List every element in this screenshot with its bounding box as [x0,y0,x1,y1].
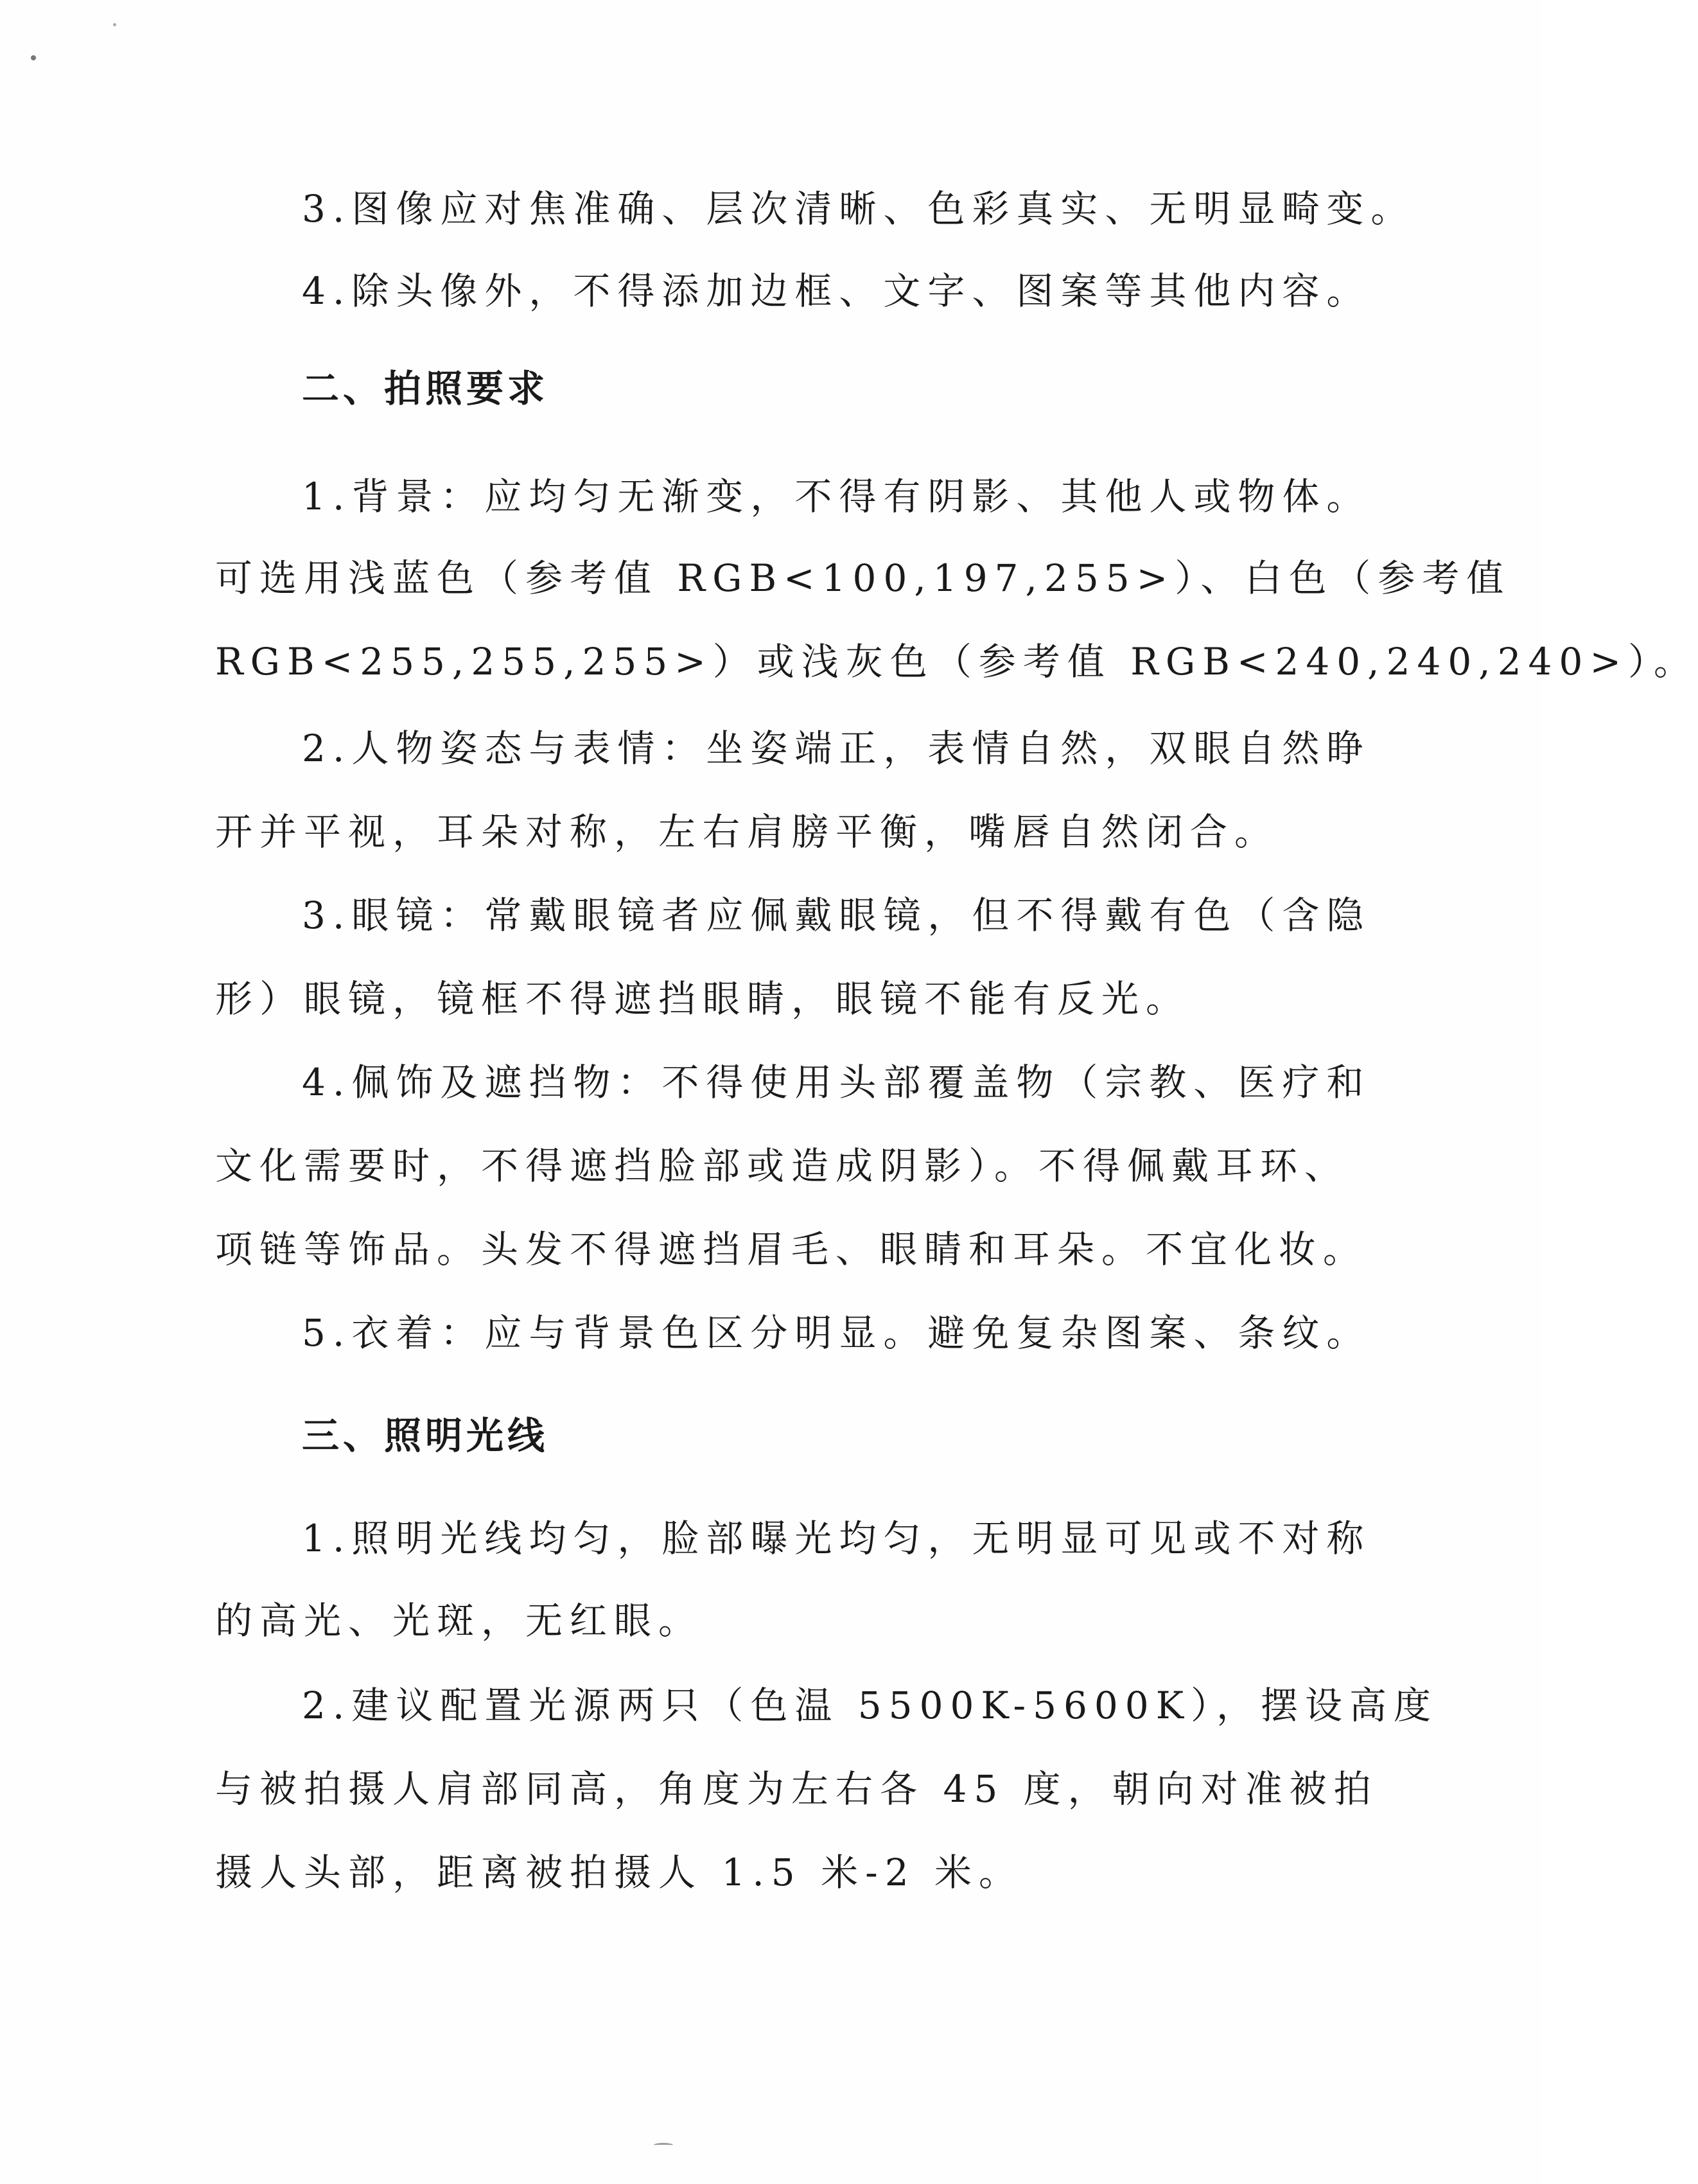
section-heading-lighting: 三、照明光线 [302,1414,549,1457]
scan-speck [113,23,116,26]
scan-speck [31,55,36,60]
paragraph-line: 4.除头像外，不得添加边框、文字、图案等其他内容。 [302,269,1371,313]
paragraph-line: 2.人物姿态与表情：坐姿端正，表情自然，双眼自然睁 [302,727,1371,770]
paragraph-line: 项链等饰品。头发不得遮挡眉毛、眼睛和耳朵。不宜化妆。 [215,1228,1368,1271]
paragraph-line: 摄人头部，距离被拍摄人 1.5 米-2 米。 [215,1851,1024,1894]
paragraph-line: 3.眼镜：常戴眼镜者应佩戴眼镜，但不得戴有色（含隐 [302,894,1371,937]
paragraph-line: 3.图像应对焦准确、层次清晰、色彩真实、无明显畸变。 [302,187,1415,231]
paragraph-line: 形）眼镜，镜框不得遮挡眼睛，眼镜不能有反光。 [215,977,1191,1021]
section-heading-photo-requirements: 二、拍照要求 [302,367,549,410]
paragraph-line: 4.佩饰及遮挡物：不得使用头部覆盖物（宗教、医疗和 [302,1061,1371,1104]
paragraph-line: 可选用浅蓝色（参考值 RGB<100,197,255>）、白色（参考值 [215,556,1511,600]
paragraph-line: 5.衣着：应与背景色区分明显。避免复杂图案、条纹。 [302,1311,1371,1355]
scan-mark [654,2143,673,2147]
paragraph-line: 的高光、光斑，无红眼。 [215,1599,703,1642]
paragraph-line: 2.建议配置光源两只（色温 5500K-5600K），摆设高度 [302,1684,1439,1727]
paragraph-line: 1.背景：应均匀无渐变，不得有阴影、其他人或物体。 [302,475,1371,518]
paragraph-line: 与被拍摄人肩部同高，角度为左右各 45 度，朝向对准被拍 [215,1767,1378,1811]
paragraph-line: RGB<255,255,255>）或浅灰色（参考值 RGB<240,240,240>）。 [215,640,1698,683]
paragraph-line: 开并平视，耳朵对称，左右肩膀平衡，嘴唇自然闭合。 [215,810,1279,854]
paragraph-line: 文化需要时，不得遮挡脸部或造成阴影）。不得佩戴耳环、 [215,1144,1349,1188]
paragraph-line: 1.照明光线均匀，脸部曝光均匀，无明显可见或不对称 [302,1517,1371,1560]
